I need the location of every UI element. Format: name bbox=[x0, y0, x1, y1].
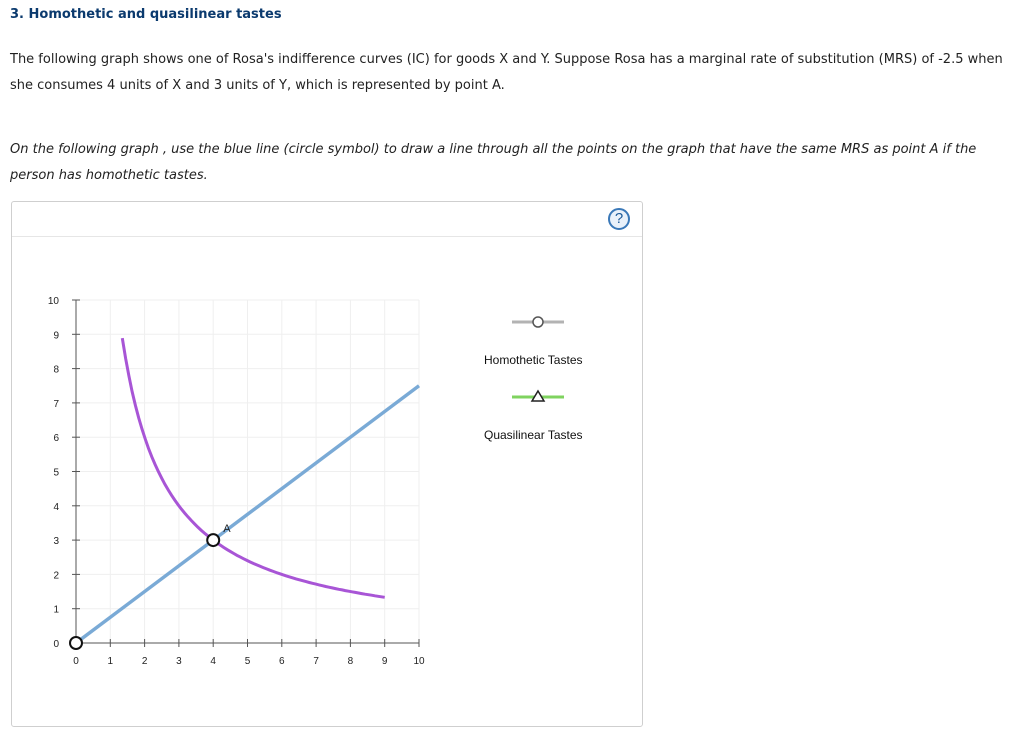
point-a-marker[interactable] bbox=[207, 534, 219, 546]
x-tick-label: 0 bbox=[73, 656, 79, 667]
homothetic-line-handle-origin[interactable] bbox=[70, 637, 82, 649]
y-tick-label: 3 bbox=[53, 536, 59, 548]
x-tick-label: 3 bbox=[176, 656, 182, 667]
x-tick-label: 10 bbox=[413, 656, 425, 667]
legend-label-quasilinear: Quasilinear Tastes bbox=[484, 428, 583, 442]
x-tick-label: 6 bbox=[279, 656, 285, 667]
y-tick-label: 4 bbox=[53, 501, 59, 513]
x-tick-label: 9 bbox=[381, 656, 388, 667]
question-title: 3. Homothetic and quasilinear tastes bbox=[10, 7, 282, 22]
graph-panel bbox=[11, 201, 643, 727]
x-tick-label: 1 bbox=[107, 656, 114, 667]
y-tick-label: 5 bbox=[53, 467, 59, 479]
mrs-graph[interactable] bbox=[12, 202, 642, 726]
y-tick-label: 10 bbox=[47, 296, 59, 307]
question-instruction: On the following graph , use the blue line (circle symbol) to draw a line through all the points on the graph that have the same MRS as point A if the person has homothetic tastes. bbox=[10, 142, 977, 183]
y-tick-label: 0 bbox=[53, 639, 59, 650]
point-a-label: A bbox=[223, 523, 231, 536]
y-tick-label: 8 bbox=[53, 364, 59, 376]
x-tick-label: 2 bbox=[141, 656, 148, 667]
y-tick-label: 6 bbox=[53, 433, 59, 445]
x-tick-label: 4 bbox=[210, 656, 216, 667]
legend-circle-icon[interactable] bbox=[533, 317, 543, 327]
y-tick-label: 7 bbox=[53, 398, 59, 410]
question-paragraph: The following graph shows one of Rosa's indifference curves (IC) for goods X and Y. Suppose Rosa has a marginal rate of substitution (MRS) of -2.5 when she consumes 4 units of X and 3 units of Y, which is represented by point A. bbox=[10, 52, 1003, 93]
y-tick-label: 2 bbox=[53, 570, 59, 582]
indifference-curve bbox=[122, 338, 384, 597]
y-tick-label: 9 bbox=[53, 330, 59, 342]
legend-label-homothetic: Homothetic Tastes bbox=[484, 353, 583, 367]
x-tick-label: 8 bbox=[347, 656, 354, 667]
y-tick-label: 1 bbox=[53, 604, 59, 616]
x-tick-label: 7 bbox=[313, 656, 319, 667]
help-icon[interactable]: ? bbox=[608, 208, 630, 230]
x-tick-label: 5 bbox=[244, 656, 251, 667]
